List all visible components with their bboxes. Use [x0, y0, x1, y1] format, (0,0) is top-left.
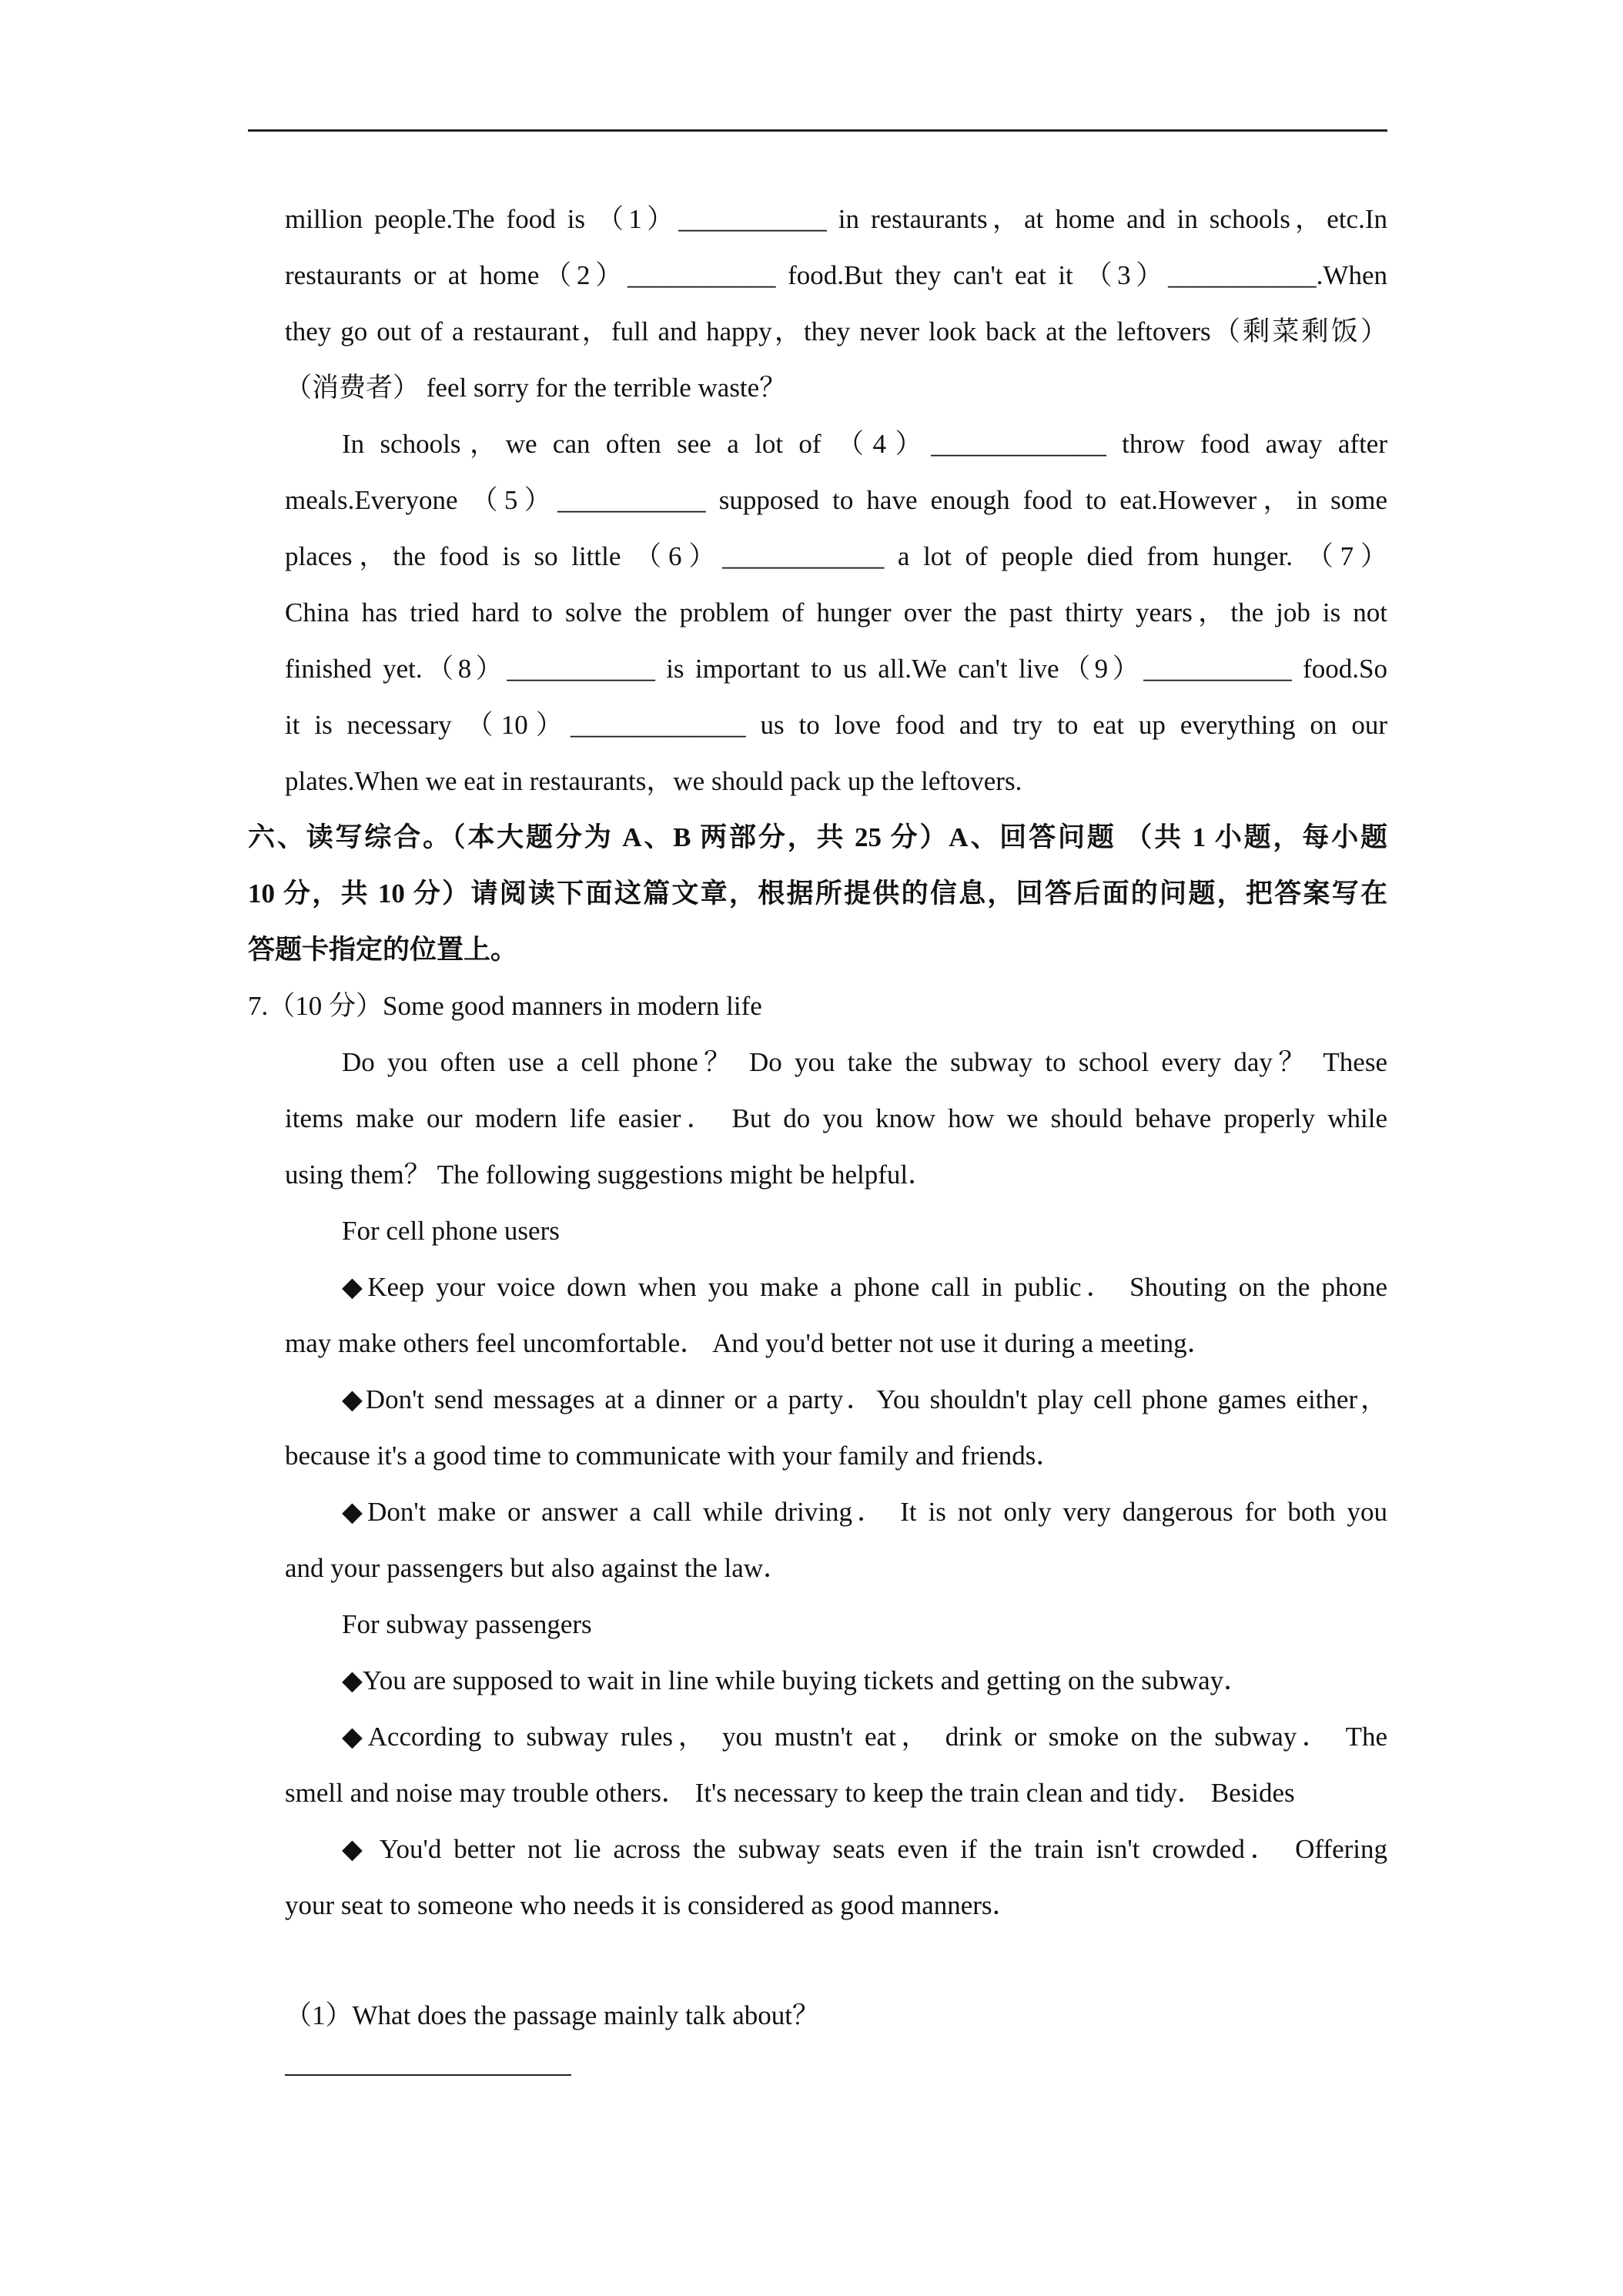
passage-line: places，the food is so little （6）____________ a lot of people died from hunger. （7） — [285, 541, 1387, 571]
question-title: 7.（10 分）Some good manners in modern life — [248, 991, 762, 1021]
reading-subheading: For cell phone users — [342, 1216, 560, 1246]
spacer — [248, 1933, 1387, 1987]
section-heading: 10 分，共 10 分）请阅读下面这篇文章，根据所提供的信息，回答后面的问题，把答案写在 — [248, 879, 1387, 909]
passage-line: plates.When we eat in restaurants，we should pack up the leftovers. — [285, 766, 1022, 796]
reading-line: ◆You are supposed to wait in line while buying tickets and getting on the subway． — [342, 1665, 1251, 1695]
reading-line: ◆Keep your voice down when you make a phone call in public． Shouting on the phone — [342, 1272, 1387, 1302]
reading-line: may make others feel uncomfortable． And you'd better not use it during a meeting． — [285, 1328, 1214, 1358]
reading-line: and your passengers but also against the law． — [285, 1553, 791, 1583]
reading-subheading: For subway passengers — [342, 1609, 592, 1639]
passage-line: finished yet.（8）___________ is important to us all.We can't live（9）___________ food.So — [285, 654, 1387, 684]
reading-line: smell and noise may trouble others． It's necessary to keep the train clean and tidy． Besides — [285, 1778, 1295, 1808]
reading-line: your seat to someone who needs it is considered as good manners． — [285, 1890, 1019, 1920]
passage-line: restaurants or at home（2）___________ food.But they can't eat it （3）___________.When — [285, 260, 1387, 290]
answer-line[interactable] — [285, 2074, 571, 2076]
passage-line: it is necessary （10）_____________ us to love food and try to eat up everything on our — [285, 710, 1387, 740]
reading-line: ◆Don't make or answer a call while driving． It is not only very dangerous for both you — [342, 1497, 1387, 1527]
passage-line: meals.Everyone （5）___________ supposed to have enough food to eat.However，in some — [285, 485, 1387, 515]
reading-line: because it's a good time to communicate with your family and friends． — [285, 1441, 1063, 1471]
section-heading: 答题卡指定的位置上。 — [248, 935, 518, 965]
sub-question: （1）What does the passage mainly talk about？ — [285, 2000, 820, 2030]
reading-line: using them？ The following suggestions might be helpful． — [285, 1160, 935, 1190]
passage-line: they go out of a restaurant，full and happy，they never look back at the leftovers（剩菜剩饭） — [285, 316, 1387, 346]
reading-line: Do you often use a cell phone？ Do you take the subway to school every day？ These — [342, 1047, 1387, 1077]
reading-line: ◆Don't send messages at a dinner or a party．You shouldn't play cell phone games either， — [342, 1384, 1387, 1414]
passage-line: In schools，we can often see a lot of （4）_____________ throw food away after — [342, 429, 1387, 459]
header-rule — [248, 129, 1387, 132]
reading-line: items make our modern life easier． But do you know how we should behave properly while — [285, 1103, 1387, 1133]
passage-line: China has tried hard to solve the problem of hunger over the past thirty years，the job is not — [285, 597, 1387, 628]
passage-line: million people.The food is （1）___________ in restaurants，at home and in schools，etc.In — [285, 204, 1387, 234]
passage-line: （消费者） feel sorry for the terrible waste？ — [285, 373, 787, 403]
reading-line: ◆According to subway rules， you mustn't eat， drink or smoke on the subway． The — [342, 1722, 1387, 1752]
section-heading: 六、读写综合。（本大题分为 A、B 两部分，共 25 分）A、回答问题 （共 1 小题，每小题 — [248, 822, 1387, 852]
document-page — [248, 191, 1387, 2076]
reading-line: ◆ You'd better not lie across the subway seats even if the train isn't crowded． Offering — [342, 1834, 1387, 1864]
